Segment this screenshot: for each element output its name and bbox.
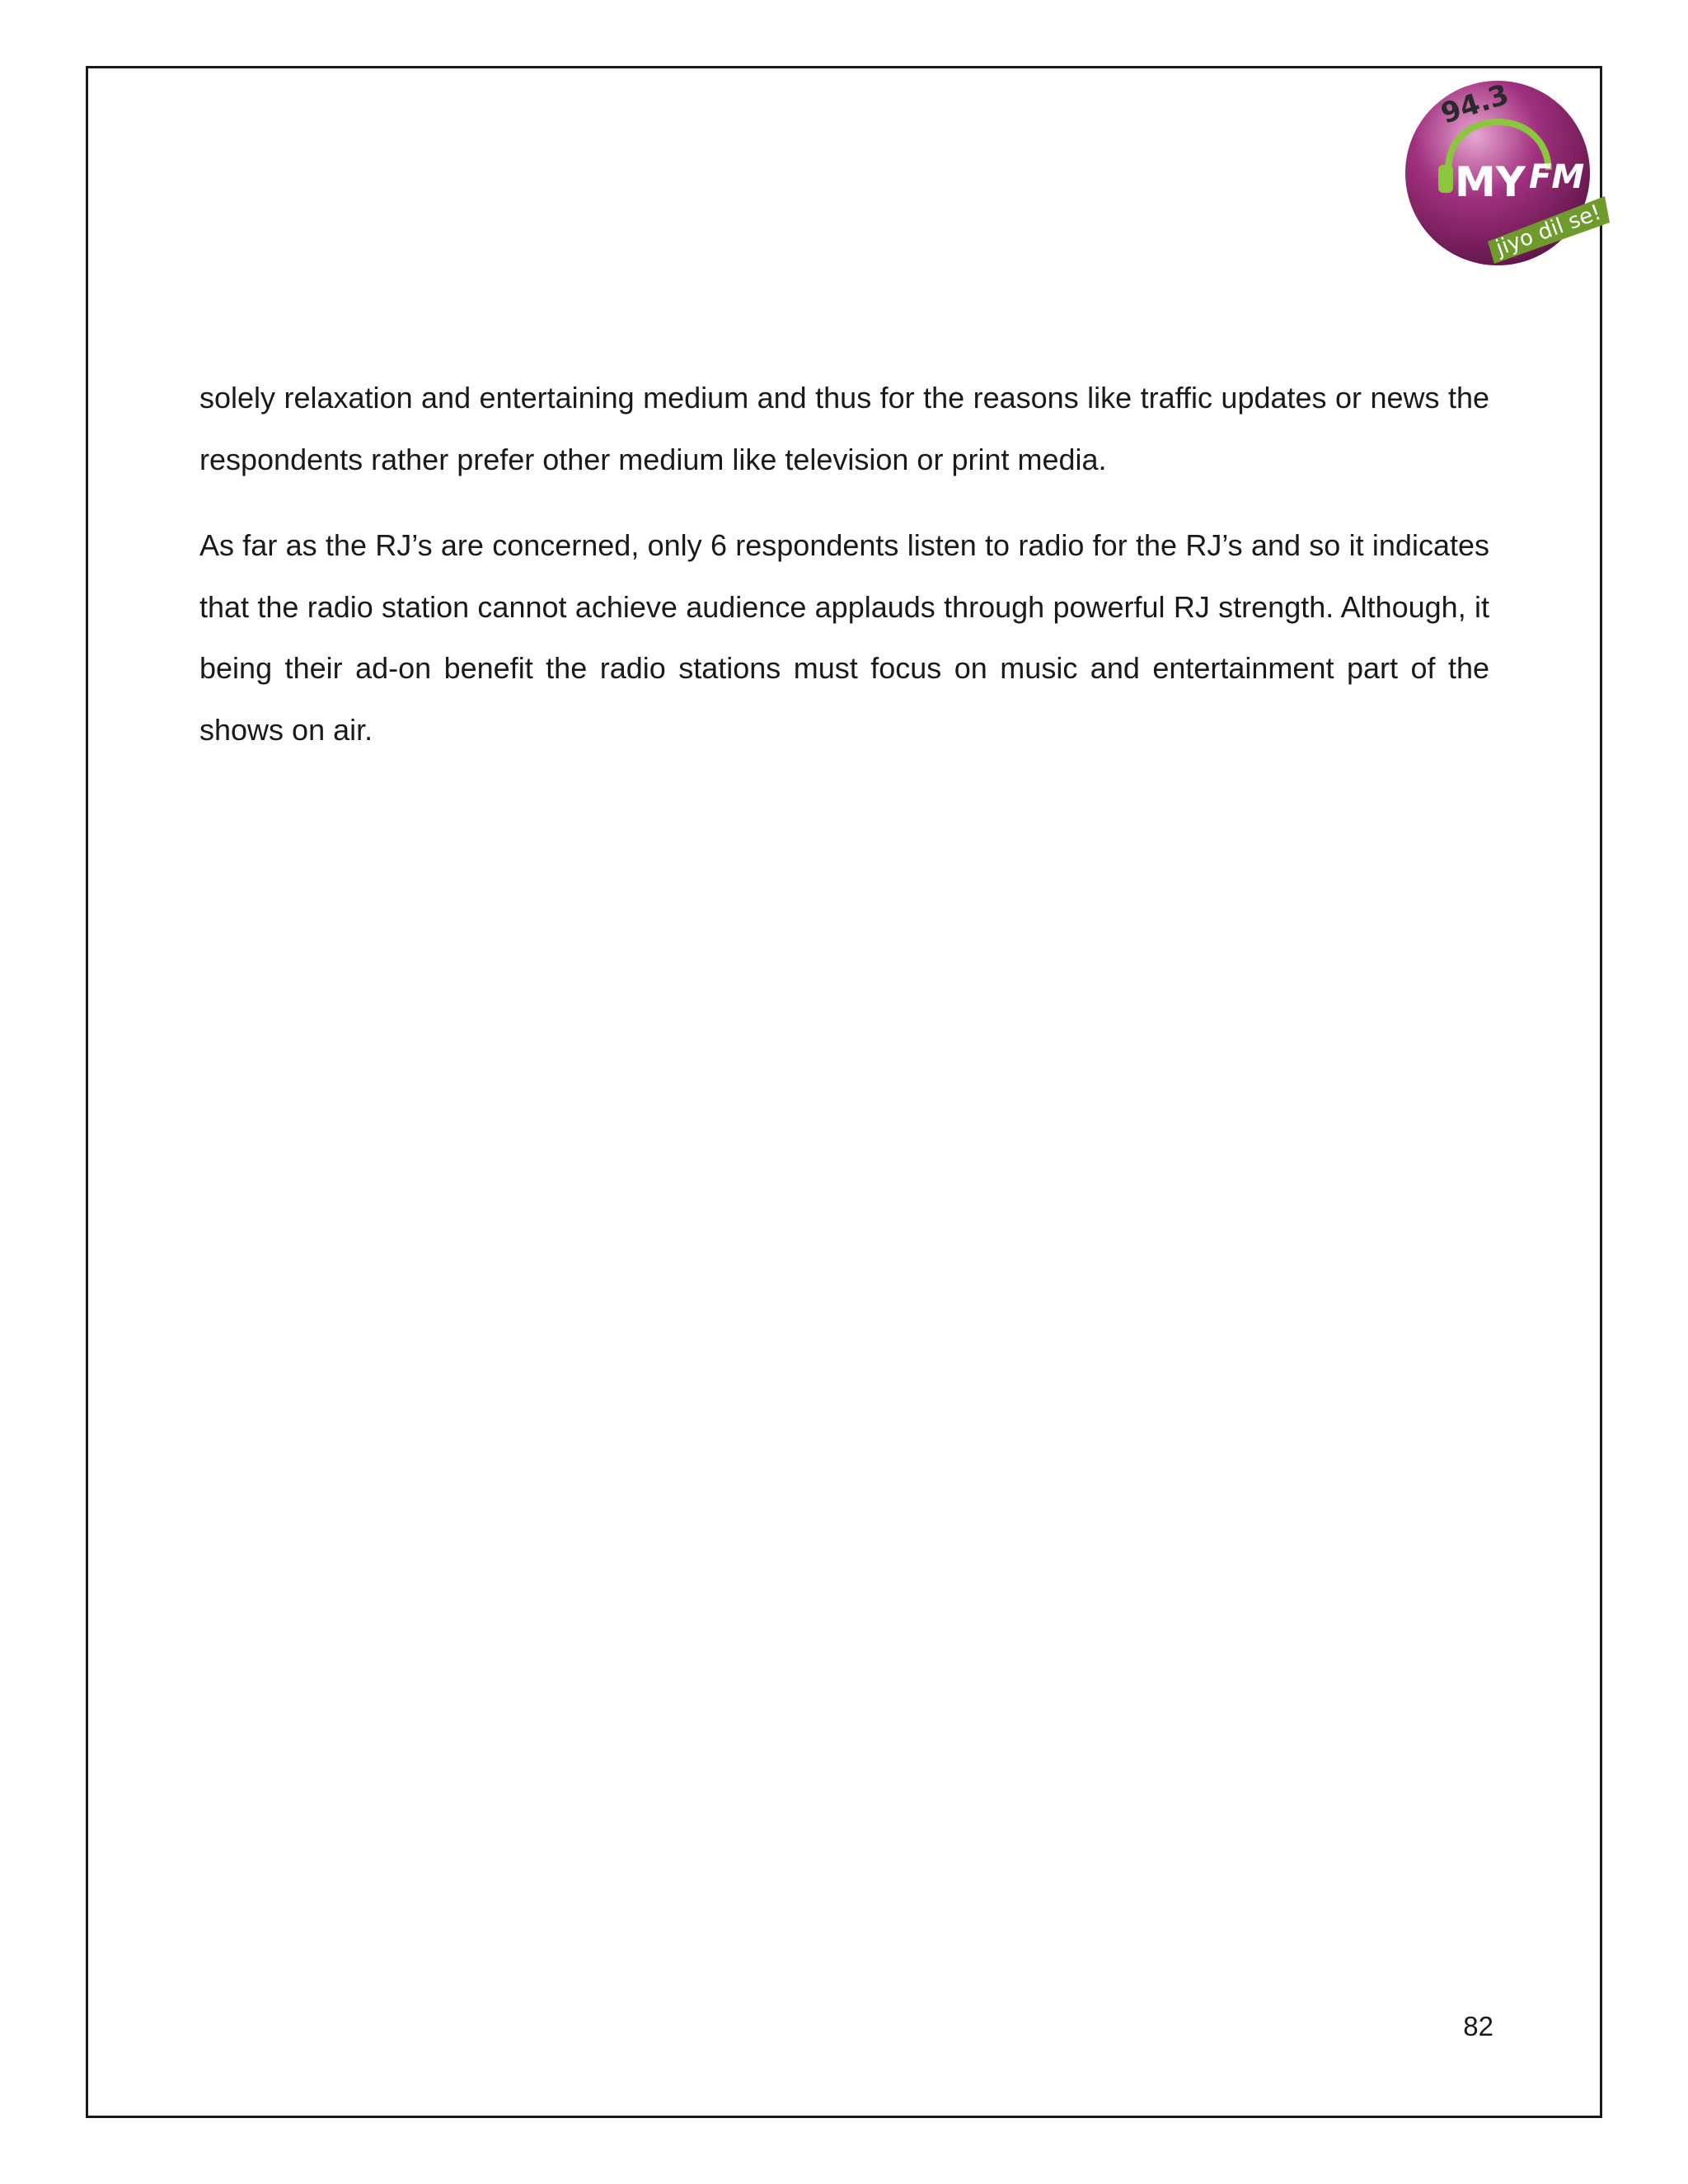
paragraph: solely relaxation and entertaining medium and thus for the reasons like traffic updates or news the respondents rather prefer other medium like television or print media. — [199, 381, 1489, 476]
svg-text:MY: MY — [1455, 158, 1526, 206]
myfm-logo — [1397, 73, 1610, 279]
body-text — [199, 368, 1489, 761]
svg-text:jiyo dil se!: jiyo dil se! — [1493, 199, 1605, 261]
svg-text:94.3: 94.3 — [1437, 77, 1513, 131]
svg-text:FM: FM — [1529, 158, 1585, 196]
page-number: 82 — [1463, 2011, 1493, 2041]
paragraph: As far as the RJ’s are concerned, only 6 respondents listen to radio for the RJ’s and so it indicates that the radio station cannot achieve audience applauds through powerful RJ strength. Although, it being their ad-on benefit the radio stations must focus on music and entertainment part of the shows on air. — [199, 528, 1489, 747]
